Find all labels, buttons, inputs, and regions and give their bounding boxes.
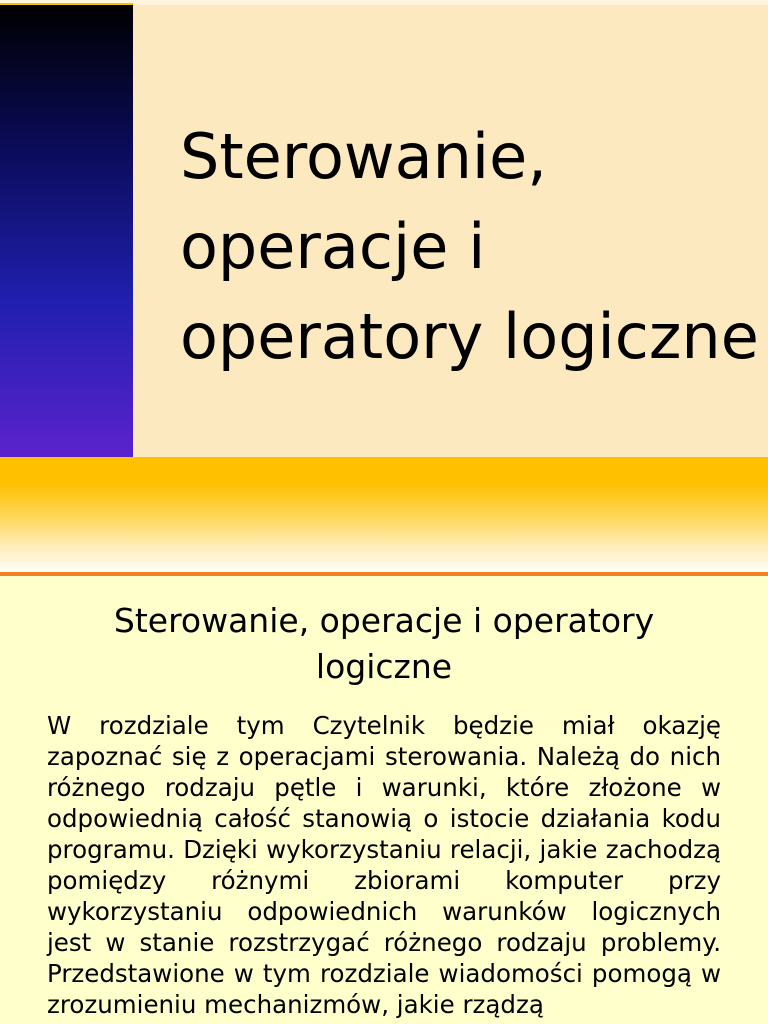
gold-band [0,457,768,576]
content-slide [0,576,768,1024]
content-slide-title: Sterowanie, operacje i operatory logiczne [113,601,655,686]
side-gradient-bar [0,4,133,457]
content-slide-body: W rozdziale tym Czytelnik będzie miał okazję zapoznać się z operacjami sterowania. Należą do nich różnego rodzaju pętle i warunki, które złożone w odpowiednią całość stanowią o istocie działania kodu programu. Dzięki wykorzystaniu relacji, jakie zachodzą pomiędzy różnymi zbiorami komputer przy wykorzystaniu odpowiednich warunków logicznych jest w stanie rozstrzygać różnego rodzaju problemy. Przedstawione w tym rozdziale wiadomości pomogą w zrozumieniu mechanizmów, jakie rządzą [47,711,721,1019]
side-gradient-cap [0,3,133,5]
slide-title: Sterowanie, operacje i operatory logiczne [180,120,759,373]
